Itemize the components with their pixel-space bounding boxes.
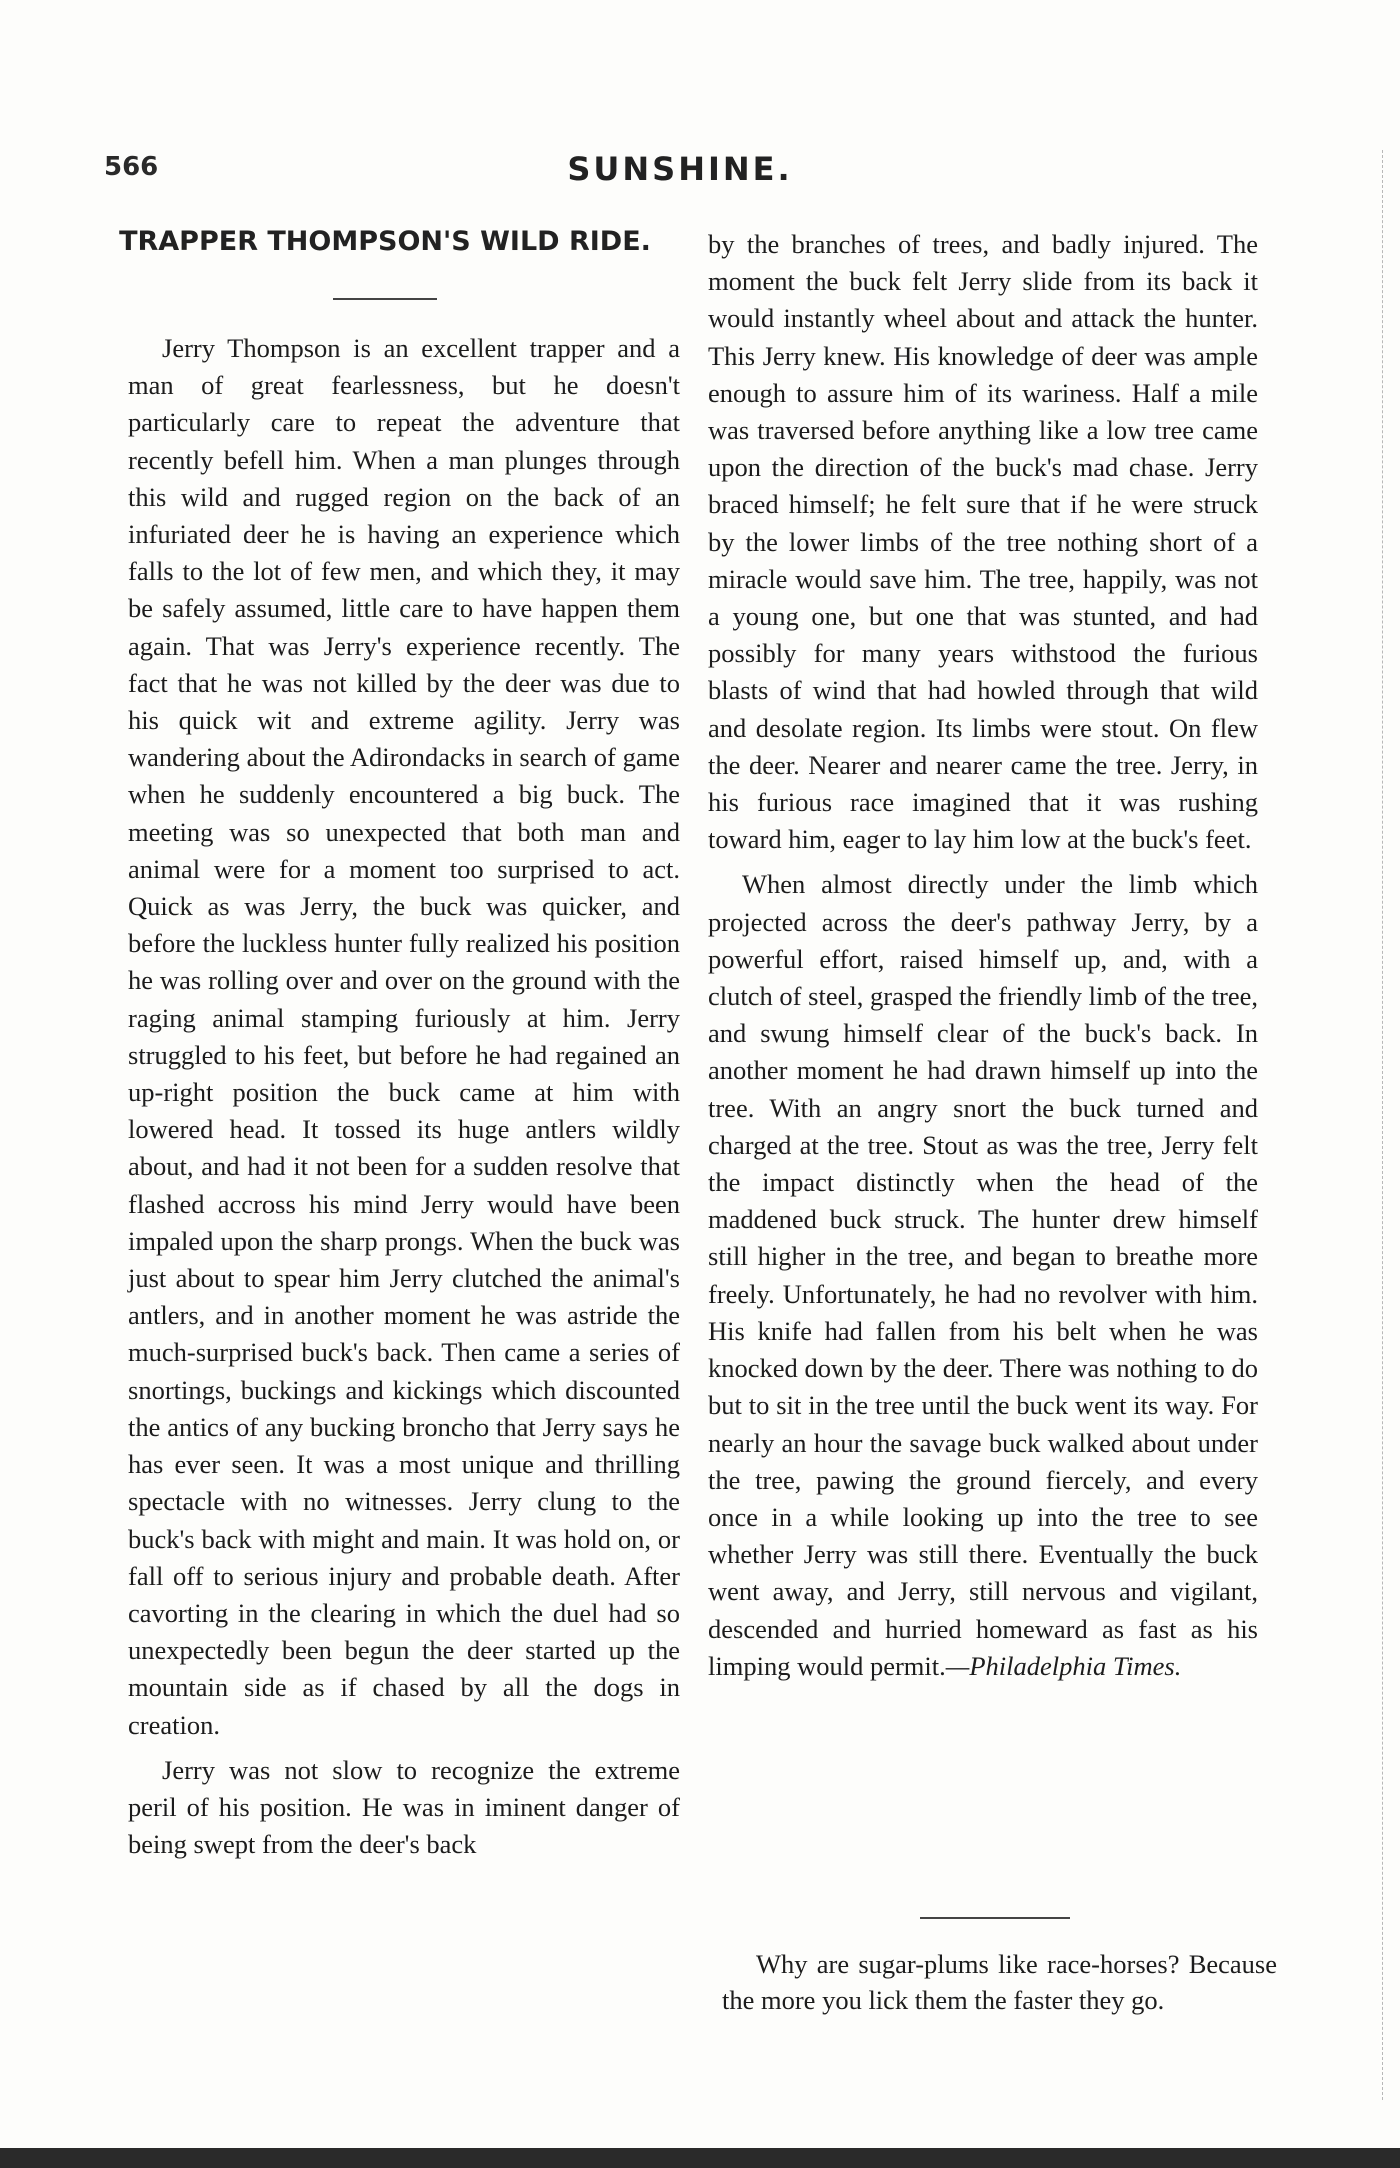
left-column	[128, 330, 680, 1863]
page-number: 566	[104, 152, 159, 182]
attribution: —Philadelphia Times.	[945, 1650, 1182, 1681]
paragraph: Jerry Thompson is an excellent trapper and a man of great fearlessness, but he doesn't particularly care to repeat the adventure that recently befell him. When a man plunges through this wild and rugged region on the back of an infuriated deer he is having an experience which falls to the lot of few men, and which they, it may be safely assumed, little care to have happen them again. That was Jerry's experience recently. The fact that he was not killed by the deer was due to his quick wit and extreme agility. Jerry was wandering about the Adirondacks in search of game when he suddenly encountered a big buck. The meeting was so unexpected that both man and animal were for a moment too surprised to act. Quick as was Jerry, the buck was quicker, and before the luckless hunter fully realized his position he was rolling over and over on the ground with the raging animal stamping furiously at him. Jerry struggled to his feet, but before he had regained an up-right position the buck came at him with lowered head. It tossed its huge antlers wildly about, and had it not been for a sudden resolve that flashed accross his mind Jerry would have been impaled upon the sharp prongs. When the buck was just about to spear him Jerry clutched the animal's antlers, and in another moment he was astride the much-surprised buck's back. Then came a series of snortings, buckings and kickings which discounted the antics of any bucking broncho that Jerry says he has ever seen. It was a most unique and thrilling spectacle with no witnesses. Jerry clung to the buck's back with might and main. It was hold on, or fall off to serious injury and probable death. After cavorting in the clearing in which the duel had so unexpectedly been begun the deer started up the mountain side as if chased by all the dogs in creation.	[128, 333, 680, 1740]
filler-joke: Why are sugar-plums like race-horses? Because the more you lick them the faster they go.	[722, 1949, 1277, 2015]
scan-edge	[0, 2148, 1400, 2168]
paragraph: by the branches of trees, and badly injured. The moment the buck felt Jerry slide from its back it would instantly wheel about and attack the hunter. This Jerry knew. His knowledge of deer was ample enough to assure him of its wariness. Half a mile was traversed before anything like a low tree came upon the direction of the buck's mad chase. Jerry braced himself; he felt sure that if he were struck by the lower limbs of the tree nothing short of a miracle would save him. The tree, happily, was not a young one, but one that was stunted, and had possibly for many years withstood the furious blasts of wind that had howled through that wild and desolate region. Its limbs were stout. On flew the deer. Nearer and nearer came the tree. Jerry, in his furious race imagined that it was rushing toward him, eager to lay him low at the buck's feet.	[708, 229, 1258, 855]
paragraph: Jerry was not slow to recognize the extreme peril of his position. He was in iminent danger of being swept from the deer's back	[128, 1754, 680, 1860]
article-title: TRAPPER THOMPSON'S WILD RIDE.	[119, 226, 651, 257]
margin-rule	[1382, 150, 1383, 2100]
running-head: SUNSHINE.	[567, 150, 793, 188]
title-divider	[333, 298, 437, 300]
paragraph-text: When almost directly under the limb which projected across the deer's pathway Jerry, by a powerful effort, raised himself up, and, with a clutch of steel, grasped the friendly limb of the tree, and swung himself clear of the buck's back. In another moment he had drawn himself up into the tree. With an angry snort the buck turned and charged at the tree. Stout as was the tree, Jerry felt the impact distinctly when the head of the maddened buck struck. The hunter drew himself still higher in the tree, and began to breathe more freely. Unfortunately, he had no revolver with him. His knife had fallen from his belt when he was knocked down by the deer. There was nothing to do but to sit in the tree until the buck went its way. For nearly an hour the savage buck walked about under the tree, pawing the ground fiercely, and every once in a while looking up into the tree to see whether Jerry was still there. Eventually the buck went away, and Jerry, still nervous and vigilant, descended and hurried homeward as fast as his limping would permit.	[708, 869, 1258, 1681]
right-column	[708, 226, 1258, 1685]
paragraph	[708, 866, 1258, 1684]
article-end-divider	[920, 1917, 1070, 1919]
